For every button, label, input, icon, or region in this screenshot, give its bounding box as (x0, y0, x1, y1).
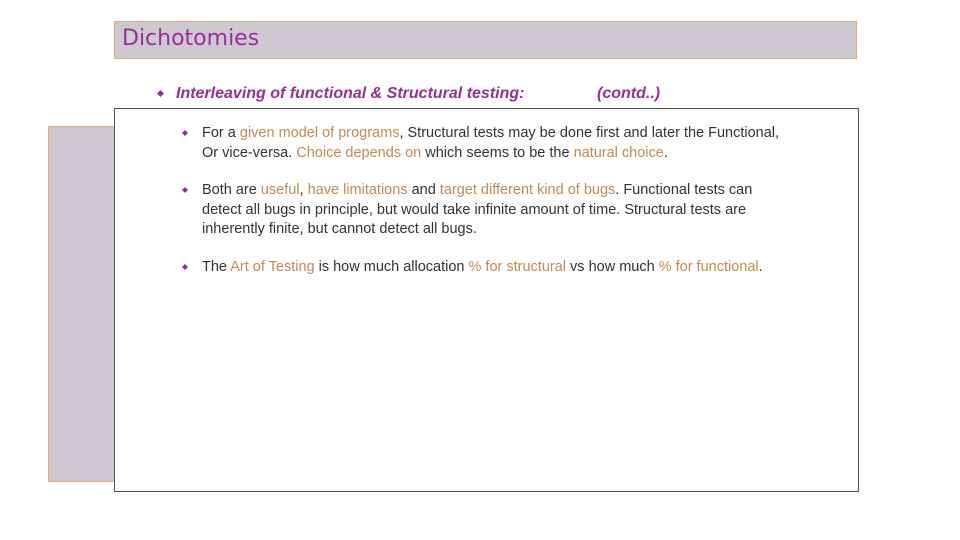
highlight-text: given model of programs (239, 125, 400, 141)
bullet-2-line-2: detect all bugs in principle, but would take infinite amount of time. Structural tests are (202, 201, 747, 218)
highlight-text: % for structural (468, 259, 567, 275)
text-run: . (758, 259, 763, 275)
text-run: . Functional tests can (615, 182, 753, 198)
contd-label: (contd..) (597, 85, 661, 102)
text-run: vs how much (566, 259, 659, 275)
highlight-text: useful (260, 182, 300, 198)
text-run: , Structural tests may be done first and later the Functional, (399, 125, 780, 141)
text-run: which seems to be the (421, 144, 574, 161)
content-box (114, 108, 859, 492)
bullet-1-line-2 (202, 144, 852, 164)
text-run: and (407, 182, 440, 198)
text-run: . (663, 144, 668, 161)
text-run: Both are (202, 182, 261, 198)
highlight-text: Art of Testing (230, 259, 315, 275)
text-run: , (299, 182, 308, 198)
slide-title-bar (114, 21, 857, 59)
bullet-item-3 (202, 258, 852, 278)
bullet-1-line-1 (202, 124, 852, 144)
bullet-3-line-1 (202, 258, 852, 278)
text-run: The (202, 259, 231, 275)
slide-title: Dichotomies (122, 26, 260, 51)
side-decoration-panel (48, 126, 116, 482)
highlight-text: natural choice (573, 144, 664, 161)
highlight-text: Choice depends on (296, 144, 422, 161)
diamond-bullet-icon (182, 187, 188, 193)
text-run: is how much allocation (314, 259, 469, 275)
bullet-item-2 (202, 181, 852, 240)
diamond-bullet-icon (182, 264, 188, 270)
bullet-item-1 (202, 124, 852, 163)
bullet-2-line-3: inherently finite, but cannot detect all bugs. (202, 221, 477, 237)
bullet-2-line-1 (202, 181, 852, 201)
highlight-text: % for functional (658, 259, 759, 275)
section-heading: Interleaving of functional & Structural testing: (176, 85, 525, 102)
text-run: Or vice-versa. (202, 144, 297, 161)
highlight-text: target different kind of bugs (439, 182, 616, 198)
diamond-bullet-icon (157, 90, 164, 97)
text-run: For a (202, 125, 240, 141)
diamond-bullet-icon (182, 130, 188, 136)
highlight-text: have limitations (307, 182, 408, 198)
